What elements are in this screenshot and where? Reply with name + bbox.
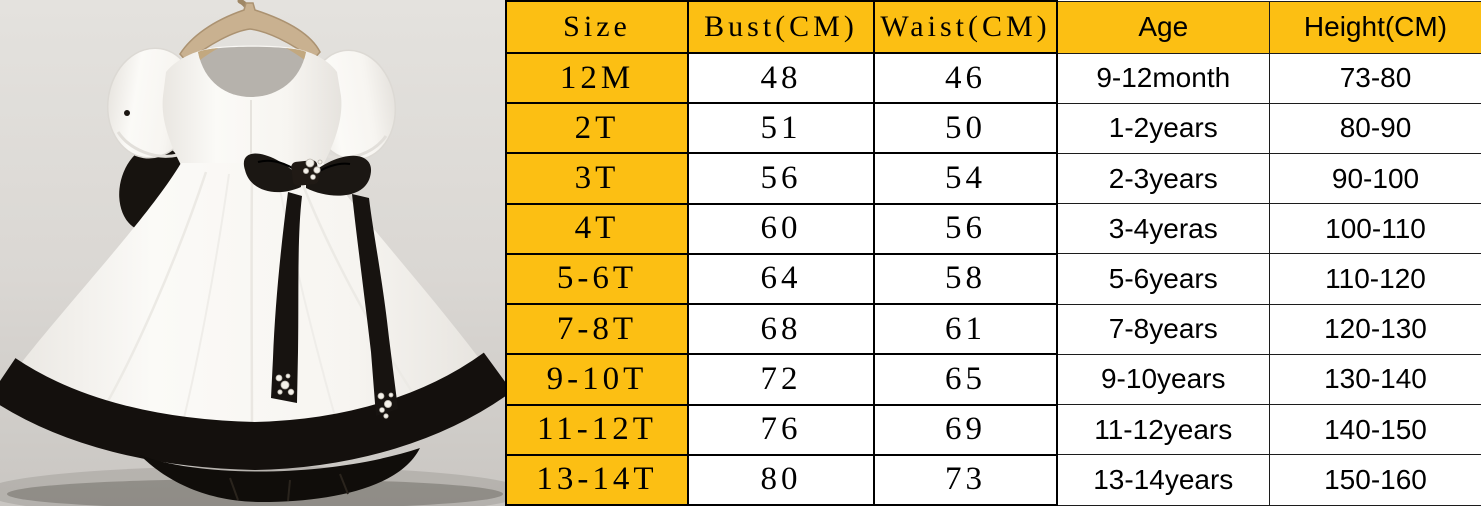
- age-cell: 3-4yeras: [1057, 204, 1269, 254]
- header-age: Age: [1057, 1, 1269, 53]
- waist-cell: 58: [874, 254, 1057, 304]
- bust-cell: 48: [688, 53, 874, 103]
- waist-cell: 61: [874, 304, 1057, 354]
- size-chart-panel: [505, 0, 1481, 506]
- size-cell: 2T: [506, 103, 688, 153]
- waist-cell: 54: [874, 153, 1057, 203]
- size-cell: 5-6T: [506, 254, 688, 304]
- header-height: Height(CM): [1269, 1, 1481, 53]
- height-cell: 150-160: [1269, 455, 1481, 505]
- height-cell: 100-110: [1269, 204, 1481, 254]
- height-cell: 90-100: [1269, 153, 1481, 203]
- bust-cell: 56: [688, 153, 874, 203]
- size-cell: 7-8T: [506, 304, 688, 354]
- header-size: Size: [506, 1, 688, 53]
- age-cell: 13-14years: [1057, 455, 1269, 505]
- size-cell: 13-14T: [506, 455, 688, 505]
- height-cell: 130-140: [1269, 354, 1481, 404]
- table-row: [506, 254, 1481, 304]
- size-cell: 9-10T: [506, 354, 688, 404]
- table-row: [506, 103, 1481, 153]
- waist-cell: 50: [874, 103, 1057, 153]
- table-row: [506, 455, 1481, 505]
- bust-cell: 80: [688, 455, 874, 505]
- waist-cell: 46: [874, 53, 1057, 103]
- table-row: [506, 53, 1481, 103]
- height-cell: 80-90: [1269, 103, 1481, 153]
- bust-cell: 51: [688, 103, 874, 153]
- height-cell: 73-80: [1269, 53, 1481, 103]
- size-table: [505, 0, 1481, 506]
- height-cell: 110-120: [1269, 254, 1481, 304]
- table-row: [506, 405, 1481, 455]
- bust-cell: 72: [688, 354, 874, 404]
- height-cell: 140-150: [1269, 405, 1481, 455]
- bust-cell: 68: [688, 304, 874, 354]
- bust-cell: 64: [688, 254, 874, 304]
- age-cell: 11-12years: [1057, 405, 1269, 455]
- age-cell: 1-2years: [1057, 103, 1269, 153]
- waist-cell: 69: [874, 405, 1057, 455]
- waist-cell: 73: [874, 455, 1057, 505]
- age-cell: 9-10years: [1057, 354, 1269, 404]
- waist-cell: 56: [874, 204, 1057, 254]
- header-bust: Bust(CM): [688, 1, 874, 53]
- waist-cell: 65: [874, 354, 1057, 404]
- table-row: [506, 204, 1481, 254]
- table-row: [506, 153, 1481, 203]
- size-cell: 12M: [506, 53, 688, 103]
- table-row: [506, 354, 1481, 404]
- dress-photo-illustration: [0, 0, 505, 506]
- table-row: [506, 304, 1481, 354]
- age-cell: 9-12month: [1057, 53, 1269, 103]
- header-waist: Waist(CM): [874, 1, 1057, 53]
- bust-cell: 60: [688, 204, 874, 254]
- bust-cell: 76: [688, 405, 874, 455]
- size-cell: 11-12T: [506, 405, 688, 455]
- size-cell: 4T: [506, 204, 688, 254]
- age-cell: 7-8years: [1057, 304, 1269, 354]
- size-cell: 3T: [506, 153, 688, 203]
- dress-photo: [0, 0, 505, 506]
- table-header-row: [506, 1, 1481, 53]
- height-cell: 120-130: [1269, 304, 1481, 354]
- age-cell: 2-3years: [1057, 153, 1269, 203]
- age-cell: 5-6years: [1057, 254, 1269, 304]
